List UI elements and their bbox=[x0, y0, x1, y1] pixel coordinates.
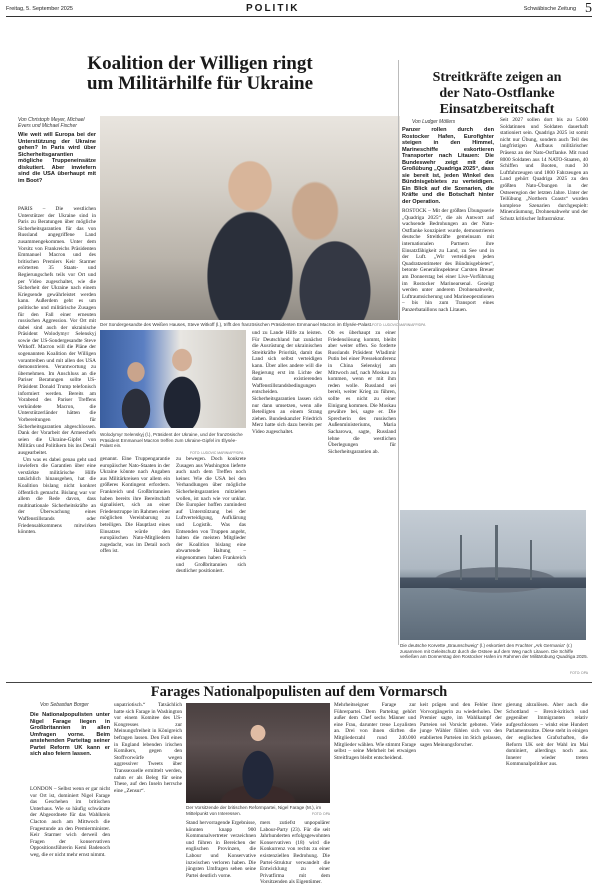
article3-body-col7: gierung abzulösen. Aber auch die Schottland – Brexit-kritisch und gegenüber Immigranten relativ aufgeschlossen – winkt eine Hundert Parlamentssitze. Diese steht in einigen der englischen Grafschaften, die Reform UK seit der Wahl im Mai dominiert, allerdings noch aus. Innerer wieder treten Kommunalpolitiker aus. bbox=[506, 702, 588, 768]
photo-caption-main: Der Sondergesandte des Weißen Hauses, Steve Witkoff (l.), trifft den französischen Präsidenten Emmanuel Macron im Élysée-Palast. bbox=[100, 322, 373, 327]
issue-date: Freitag, 5. September 2025 bbox=[6, 6, 73, 12]
column-divider bbox=[398, 60, 399, 645]
article2-body-col1: ROSTOCK – Mit der größten Übungsserie „Quadriga 2025“, die als Antwort auf wachsende Bedrohungen an der Nato-Ostflanke konzipiert wurde, demonstrieren deutsche Streitkräfte gemeinsam mit internationalen Partnern ihre Einsatzfähigkeit zu Land, zu See und in der Luft. „Wir verteidigen jeden Quadratzentimeter des Bündnisgebietes“, betonte Generalinspekteur Carsten Breuer am Donnerstag bei einer Live-Vorführung im Rostocker Marinearsenal. Gezeigt werden unter anderem Drohnenabwehr, Luftraumsicherung und Marineoperationen – bis hin zum Transport eines Panzerbataillons nach Litauen. bbox=[402, 208, 494, 313]
article1-body-col1 bbox=[18, 206, 96, 606]
photo-witkoff-macron bbox=[100, 116, 400, 320]
article1-paragraph: PARIS – Die westlichen Unterstützer der Ukraine sind in Paris zu Beratungen über mögliche Sicherheitsgarantien für das von Russland angegriffene Land zusammengekommen. Unter dem Vorsitz von Frankreichs Präsidenten Emmanuel Macron und des britischen Premiers Keir Starmer erörterten 35 Staats- und Regierungschefs teils vor Ort und per Video zugeschaltet, wie die Sicherheit der Ukraine nach einem Kriegsende gewährleistet werden kann. Außerdem geht es um politische und militärische Zusagen für den Fall einer erneuten russischen Aggression. Vor Ort mit dabei sind auch der ukrainische Präsident Wolodymyr Selenskyj sowie der US-Sondergesandte Steve Witkoff. Macron will die Pläne der sogenannten Koalition der Willigen vorantreiben und mit allen des USA demonstrieren. Verantwortung zu übernehmen. Im Anschluss an die Pariser Beratungen sollte US-Präsident Donald Trump telefonisch informiert werden. Bereits am Vorabend des Pariser Treffens verkündete Macron, die Unterstützerländer hätten die Vorbereitungen für Sicherheitsgarantien abgeschlossen. Dank der Vorarbeit der Armeechefs seien die Ukraine-Gipfel von Militärs und Politikern bis ins Detail ausgearbeitet. bbox=[18, 206, 96, 456]
photo-caption-ship: Die deutsche Korvette „Braunschweig“ (l.) eskortiert den Frachter „Ark Germania“ (r.) zusammen mit Geleitschutz durch die Ostsee auf dem Weg nach Litauen. Die Schiffe verließen am Donnerstag den Rostocker Hafen im Rahmen der Militärübung Quadriga 2025. bbox=[400, 643, 588, 660]
article3-headline: Farages Nationalpopulisten auf dem Vormarsch bbox=[150, 684, 448, 700]
article3-lead: Die Nationalpopulisten unter Nigel Farage liegen in Großbritannien in allen Umfragen vorne. Beim anstehenden Parteitag seiner Partei Reform UK kann er sich also feiern lassen. bbox=[30, 712, 110, 757]
article2-lead: Panzer rollen durch den Rostocker Hafen, Eurofighter steigen in den Himmel, Marineschiffe eskortieren Transporter nach Litauen: Die Bundeswehr zeigt mit der Großübung „Quadriga 2025“, dass sie bereit ist, jeden Winkel des Bündnisgebietes zu verteidigen. Ein Blick auf die Szenarien, die Kräfte und die Botschaft hinter der Operation. bbox=[402, 127, 495, 205]
photo-caption-farage: Der Vorsitzende der britischen Reformpartei, Nigel Farage (M.), im Mittelpunkt von Interessen. bbox=[186, 805, 322, 816]
article1-headline-line2: um Militärhilfe für Ukraine bbox=[86, 73, 314, 94]
article-divider bbox=[6, 682, 592, 683]
photo-credit-small: FOTO: LUDOVIC MARIN/AFP/DPA bbox=[190, 451, 244, 455]
article3-body-col1: LONDON – Selbst wenn er gar nicht vor Ort ist, dominiert Nigel Farage das Geschehen im britischen Unterhaus. Wie so häufig schwänzte der Abgeordnete für das Wahlkreis Clacton auch am Mittwoch die Fragestunde an den Premierminister. Keir Starmer wich derweil den Fragen der konservativen Oppositionsführerin Kemi Badenoch weg, die er nicht mehr ernst nimmt. bbox=[30, 786, 110, 858]
photo-selenskyj-macron bbox=[100, 330, 246, 428]
article1-headline bbox=[6, 54, 394, 94]
article2-headline-line2: der Nato-Ostflanke bbox=[439, 86, 555, 101]
article3-body-col5: Mehrheitseigner Farage zur Führerpartei. Dem Parteitag gehört außer dem Chef sechs Männer und eine Frau, darunter treue Loyalisten an. Drei von ihnen dürften die Mitgliederzahl rund 240.000 Mitglieder wählen. Wie stimmt Farage selbst – seine Mehrheit bei etwaigen Streitfragen bleibt entscheidend. bbox=[334, 702, 416, 761]
article2-headline-line3: Einsatzbereitschaft bbox=[439, 102, 555, 117]
photo-caption-small: Wolodymyr Selenskyj (l.), Präsident der Ukraine, und der französische Präsident Emmanuel Macron treffen zum Ukraine-Gipfel im Élysée-Palast ein. bbox=[100, 432, 243, 449]
article1-paragraph: Um was es dabei genau geht und inwiefern die Garantien über eine verstärkte militärische Hilfe tatsächlich hinausgehen, hat die Koalition bislang nicht konkret öffentlich gemacht. Bislang war vor allem die Rede davon, dass multinationale Sicherheitskräfte an der Überwachung eines Waffenstillstands oder Friedensabkommens mitwirken könnten. bbox=[18, 456, 96, 536]
photo-nigel-farage bbox=[186, 703, 330, 803]
article1-body-col4: und zu Lande Hilfe zu leisten. Für Deutschland hat zunächst die Ausrüstung der ukrainischen Streitkräfte Priorität, damit das Land sich selbst verteidigen kann. Über alles andere will die Regierung erst im Lichte der dann existierenden Waffenstillstandsbedingungen entscheiden. Sicherheitsgarantien lassen sich nur dann umsetzen, wenn alle Beteiligten an einem Strang ziehen. Bundeskanzler Friedrich Merz hatte sich dazu bereits per Video zugeschaltet. bbox=[252, 330, 322, 435]
article1-body-col5: Ob es überhaupt zu einer Friedenslösung kommt, bleibt aber weiter offen. So forderte Russlands Präsident Wladimir Putin bei einer Pressekonferenz in China Selenskyj am Mittwoch auf, nach Moskau zu kommen, wenn er mit ihm reden wolle. Russland sei bereit, weiter Krieg zu führen, sollte es nicht zu einer Einigung kommen. Die Moskau gewähre bei, sagte er. Die Sprecherin des russischen Außenministeriums, Maria Sacharowa, sagte, Russland lehne die westlichen Überlegungen für Sicherheitsgarantien ab. bbox=[328, 330, 396, 455]
article3-body-col4: mers zutiefst unpopulärer Labour-Party (23). Für die seit Jahrhunderten erfolgsgewohnten Konservativen (18) wird die Konkurrenz von rechts zu einer existenziellen Bedrohung. Die Partei-Struktur verwandelt die Entwicklung zu einer Privatfirma mit dem Vorsitzenden als Eigentümer. bbox=[260, 820, 330, 886]
article2-byline: Von Ludger Möllers bbox=[412, 119, 456, 125]
ship-mast bbox=[530, 540, 532, 580]
page-number: 5 bbox=[585, 1, 592, 16]
article1-headline-line1: Koalition der Willigen ringt bbox=[87, 53, 313, 74]
article1-byline-line1: Von Christoph Meyer, Michael bbox=[18, 117, 85, 123]
article2-body-col2: Seit 2027 sollen dort bis zu 5.000 Soldatinnen und Soldaten dauerhaft stationiert sein. Quadriga 2025 ist somit nicht nur Übung, sondern auch Teil des langfristigen Aufbaus militärischer Präsenz an der Nato-Ostflanke. Mit rund 8000 Soldaten aus 14 NATO-Staaten, 40 Schiffen und Booten, rund 30 Luftfahrzeugen und 1800 Fahrzeugen an Land gehört Quadriga 2025 zu den größten Nato-Übungen in der Ostseeregion der letzten Jahre. Unter der Teilübung „Northern Coasts“ wurden komplexe Szenarien durchgespielt: Minenräumung, Drohnenabwehr und der Schutz kritischer Infrastruktur. bbox=[500, 117, 588, 222]
article3-body-col2: unpatriotisch.“ Tatsächlich hatte sich Farage in Washington vor einem Komitee des US-Kongresses zur Meinungsfreiheit in Königreich befragen lassen. Den Fall eines in England lebenden irischen Komikers, gegen den Stoffvorwürfe wegen aggressiver Tweets über Transsexuelle ermittelt werden, nahm er als Beleg für seine These, auf den Inseln herrsche eine „Zensur“. bbox=[114, 702, 182, 794]
article1-lead: Wie weit will Europa bei der Unterstützung der Ukraine gehen? In Paris wird über Sicherheitsgarantien mögliche Truppeneinsätze diskutiert. Aber inwiefern sind die USA überhaupt mit im Boot? bbox=[18, 132, 96, 184]
article1-byline bbox=[18, 117, 96, 129]
photo-credit-ship: FOTO: DPA bbox=[570, 671, 588, 675]
photo-credit-main: FOTO: LUDOVIC MARIN/AFP/DPA bbox=[372, 323, 426, 327]
article2-headline bbox=[402, 70, 592, 118]
article3-byline: Von Sebastian Borger bbox=[40, 702, 89, 708]
section-title: POLITIK bbox=[246, 3, 300, 14]
ship-mast bbox=[460, 535, 462, 580]
newspaper-name: Schwäbische Zeitung bbox=[523, 6, 576, 12]
photo-korvette-braunschweig bbox=[400, 510, 586, 640]
article1-body-col2: genannt. Eine Truppengarantie europäischer Nato-Staaten in der Ukraine könnte nach Angaben aus Militärkreisen vor allem ein größeres Kontingent erfordern. Frankreich und Großbritannien haben bereits ihre Bereitschaft signalisiert, sich an einer Friedenstruppe im Rahmen einer möglichen Vereinbarung zu beteiligen. Die Hauptlast eines Einsatzes würde den europäischen Nato-Mitgliedern zugedacht, was im Detail noch offen ist. bbox=[100, 456, 170, 555]
header-rule bbox=[6, 16, 592, 17]
ship-mast bbox=[495, 525, 498, 580]
photo-credit-farage: FOTO: DPA bbox=[312, 812, 330, 816]
article2-headline-line1: Streitkräfte zeigen an bbox=[432, 70, 562, 85]
article3-body-col3: Stand hervorragende Ergebnisse, könnten knapp 900 Kommunalvertreter verzeichnen und führen in Bereichen der englischen Provinzen, die Labour und Konservative inzwischen verloren haben. Die jüngsten Umfragen sehen seine Partei deutlich vorne. bbox=[186, 820, 256, 879]
article3-body-col6: keit prägen und den Fehler ihrer Vorvorgängerin zu wiederholen. Der Premier sagte, im Wahlkampf der Parteien sei Vorsicht geboten. Viele junge Wähler fühlen sich von den etablierten Parteien im Stich gelassen, sagen Meinungsforscher. bbox=[420, 702, 502, 748]
article1-body-col3: zu bewegen. Doch konkrete Zusagen aus Washington lieferte auch nach dem Treffen noch keiner. Wie die USA bei den Verhandlungen über mögliche Sicherheitsgarantien mitziehen wollen, ist nach wie vor unklar. Die Europäer hoffen zumindest auf Unterstützung bei der Luftverteidigung, Aufklärung und Logistik. Was das Entsenden von Truppen angeht, halten die meisten Mitglieder der Koalition bislang eine abwartende Haltung – eingenommen haben Frankreich und Großbritannien sich deutlicher positioniert. bbox=[176, 456, 246, 575]
article1-byline-line2: Evers und Michael Fischer bbox=[18, 123, 77, 129]
